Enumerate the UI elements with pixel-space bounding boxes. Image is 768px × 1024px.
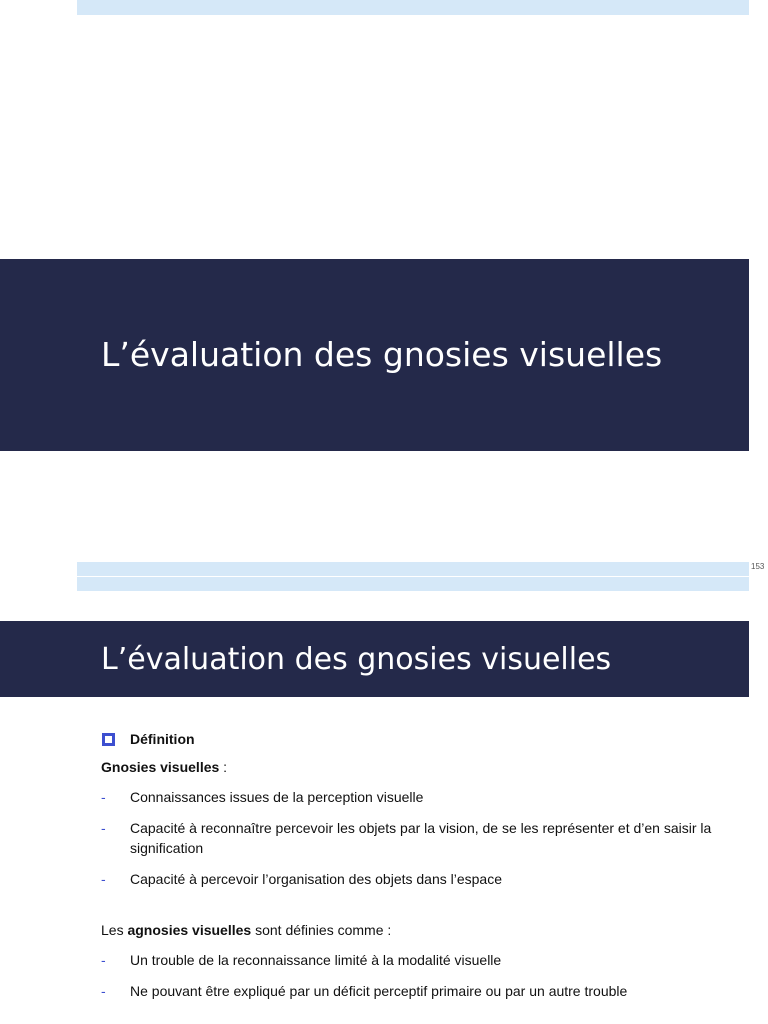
- top-accent-band: [77, 0, 749, 15]
- list-item: [101, 981, 731, 1001]
- agnosies-prefix: Les: [101, 922, 128, 938]
- dash-bullet-icon: -: [101, 952, 106, 968]
- dash-bullet-icon: -: [101, 871, 106, 887]
- list-item-text: Capacité à percevoir l’organisation des objets dans l’espace: [130, 871, 502, 887]
- agnosies-term: agnosies visuelles: [127, 922, 252, 938]
- square-bullet-icon: [102, 733, 115, 746]
- gnosies-term: Gnosies visuelles: [101, 759, 220, 775]
- dash-bullet-icon: -: [101, 983, 106, 999]
- list-item: [101, 818, 731, 858]
- list-item-text: Un trouble de la reconnaissance limité à la modalité visuelle: [130, 952, 502, 968]
- gnosies-list: [101, 787, 731, 889]
- slide-title-banner: [0, 259, 749, 451]
- gnosies-colon: :: [219, 759, 228, 775]
- list-item-text: Connaissances issues de la perception visuelle: [130, 789, 424, 805]
- agnosies-intro: [101, 921, 731, 939]
- slide-content: [101, 728, 731, 1001]
- list-item: [101, 950, 731, 970]
- definition-heading: [101, 728, 731, 750]
- definition-heading-text: Définition: [130, 731, 195, 747]
- agnosies-suffix: sont définies comme :: [251, 922, 392, 938]
- slide-divider-band: [77, 562, 749, 591]
- slide-title: L’évaluation des gnosies visuelles: [101, 335, 663, 374]
- section-title: L’évaluation des gnosies visuelles: [101, 642, 612, 677]
- list-item-text: Ne pouvant être expliqué par un déficit perceptif primaire ou par un autre trouble: [130, 983, 628, 999]
- section-title-banner: [0, 621, 749, 697]
- gnosies-intro: [101, 758, 731, 776]
- dash-bullet-icon: -: [101, 789, 106, 805]
- agnosies-list: [101, 950, 731, 1001]
- list-item: [101, 787, 731, 807]
- dash-bullet-icon: -: [101, 820, 106, 836]
- page-number: 153: [751, 562, 765, 571]
- list-item: [101, 869, 731, 889]
- list-item-text: Capacité à reconnaître percevoir les objets par la vision, de se les représenter et d’en saisir la signification: [130, 820, 712, 856]
